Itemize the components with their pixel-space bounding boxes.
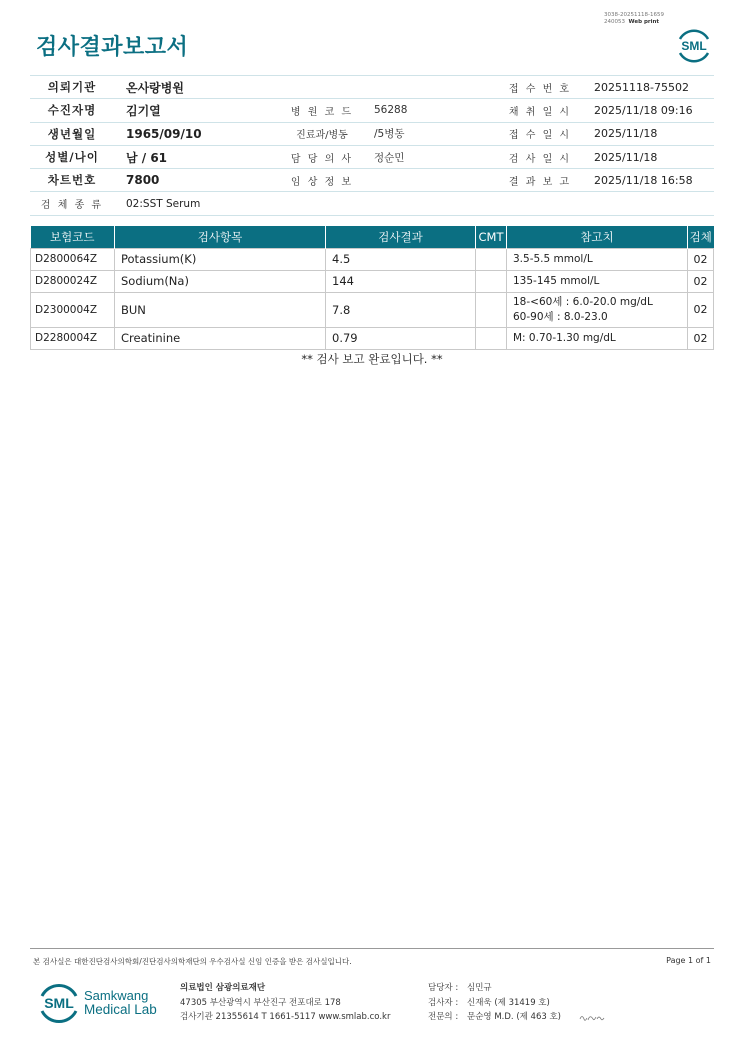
staff-info: [428, 981, 561, 1025]
row-specimen: 02: [688, 270, 714, 292]
sex-age-label: 성별/나이: [30, 145, 114, 168]
row-reference-line: M: 0.70-1.30 mg/dL: [513, 331, 616, 344]
row-reference-line: 3.5-5.5 mmol/L: [513, 252, 593, 265]
info-row: [30, 192, 714, 215]
row-reference-line: 135-145 mmol/L: [513, 274, 600, 287]
test-date-label: 검 사 일 시: [498, 145, 582, 168]
sml-footer-logo-text: SML: [44, 995, 74, 1011]
header-reference: 참고치: [507, 226, 688, 248]
hospital-code-label: 병 원 코 드: [280, 99, 364, 122]
receive-value: 2025/11/18: [582, 122, 714, 145]
table-row: [31, 270, 714, 292]
dob-value: 1965/09/10: [114, 122, 280, 145]
web-print-tag: Web print: [628, 19, 660, 25]
staff-value: 신재욱 (제 31419 호): [467, 997, 550, 1008]
brand-line1: Samkwang: [84, 988, 149, 1003]
row-result: 0.79: [326, 327, 476, 349]
row-item: Creatinine: [115, 327, 326, 349]
row-code: D2300004Z: [31, 292, 115, 327]
dept-value: /5병동: [364, 122, 498, 145]
info-row: [30, 76, 714, 99]
sml-logo-text: SML: [681, 39, 707, 53]
report-complete-notice: ** 검사 보고 완료입니다. **: [301, 352, 443, 366]
report-value: 2025/11/18 16:58: [582, 169, 714, 192]
org-name: 의료법인 삼광의료재단: [180, 983, 266, 993]
org-contact: 검사기관 21355614 T 1661-5117 www.smlab.co.kr: [180, 1012, 391, 1022]
row-specimen: 02: [688, 327, 714, 349]
staff-row: [428, 1010, 561, 1025]
receipt-no-value: 20251118-75502: [582, 76, 714, 99]
staff-row: [428, 996, 561, 1011]
row-cmt: [476, 327, 507, 349]
hospital-code-value: 56288: [364, 99, 498, 122]
specimen-label: 검 체 종 류: [30, 192, 114, 215]
staff-row: [428, 981, 561, 996]
header-result: 검사결과: [326, 226, 476, 248]
results-table: [30, 226, 714, 350]
info-row: [30, 169, 714, 192]
info-row: [30, 145, 714, 168]
row-result: 144: [326, 270, 476, 292]
row-result: 4.5: [326, 248, 476, 270]
signature-image: [578, 1011, 606, 1025]
receive-label: 접 수 일 시: [498, 122, 582, 145]
specimen-value: 02:SST Serum: [114, 192, 714, 215]
institution-value: 온사랑병원: [114, 76, 498, 99]
row-cmt: [476, 270, 507, 292]
row-reference: [507, 248, 688, 270]
header-specimen: 검체: [688, 226, 714, 248]
document-code: [604, 12, 664, 26]
row-code: D2280004Z: [31, 327, 115, 349]
staff-role: 담당자 :: [428, 983, 459, 993]
header-item: 검사항목: [115, 226, 326, 248]
staff-value: 문순영 M.D. (제 463 호): [467, 1012, 562, 1022]
row-cmt: [476, 248, 507, 270]
chart-label: 차트번호: [30, 169, 114, 192]
table-row: [31, 248, 714, 270]
document-code-number: 240053: [604, 19, 625, 25]
staff-role: 전문의 :: [428, 1012, 459, 1022]
collect-label: 채 취 일 시: [498, 99, 582, 122]
clinical-value: [364, 169, 498, 192]
table-row: [31, 327, 714, 349]
staff-value: 심민규: [467, 983, 492, 993]
organization-info: [180, 981, 390, 1025]
header-cmt: CMT: [476, 226, 507, 248]
collect-value: 2025/11/18 09:16: [582, 99, 714, 122]
name-value: 김기열: [114, 99, 280, 122]
dob-label: 생년월일: [30, 122, 114, 145]
sml-footer-logo-icon: [36, 980, 82, 1026]
certification-text: 본 검사실은 대한진단검사의학회/진단검사의학재단의 우수검사실 신임 인증을 받은 검사실입니다.: [33, 957, 352, 966]
row-reference: [507, 327, 688, 349]
institution-label: 의뢰기관: [30, 76, 114, 99]
doctor-label: 담 당 의 사: [280, 145, 364, 168]
chart-value: 7800: [114, 169, 280, 192]
dept-label: 진료과/병동: [280, 122, 364, 145]
table-row: [31, 292, 714, 327]
receipt-no-label: 접 수 번 호: [498, 76, 582, 99]
header-code: 보험코드: [31, 226, 115, 248]
document-code-line2: [604, 19, 664, 26]
doctor-value: 정순민: [364, 145, 498, 168]
row-code: D2800064Z: [31, 248, 115, 270]
footer-divider: [30, 948, 714, 949]
row-specimen: 02: [688, 292, 714, 327]
row-item: BUN: [115, 292, 326, 327]
row-reference: [507, 270, 688, 292]
row-code: D2800024Z: [31, 270, 115, 292]
info-row: [30, 99, 714, 122]
sex-age-value: 남 / 61: [114, 145, 280, 168]
test-date-value: 2025/11/18: [582, 145, 714, 168]
row-item: Potassium(K): [115, 248, 326, 270]
page-number: Page 1 of 1: [666, 956, 711, 965]
row-reference-line: 60-90세 : 8.0-23.0: [513, 310, 608, 323]
row-specimen: 02: [688, 248, 714, 270]
row-item: Sodium(Na): [115, 270, 326, 292]
patient-info-table: [30, 75, 714, 216]
row-reference-line: 18-<60세 : 6.0-20.0 mg/dL: [513, 295, 653, 308]
name-label: 수진자명: [30, 99, 114, 122]
report-label: 결 과 보 고: [498, 169, 582, 192]
document-code-line1: 3038-20251118-1659: [604, 12, 664, 18]
row-cmt: [476, 292, 507, 327]
row-result: 7.8: [326, 292, 476, 327]
brand-line2: Medical Lab: [84, 1002, 157, 1017]
org-address: 47305 부산광역시 부산진구 전포대로 178: [180, 997, 341, 1008]
clinical-label: 임 상 정 보: [280, 169, 364, 192]
report-title: 검사결과보고서: [36, 35, 189, 60]
info-row: [30, 122, 714, 145]
row-reference: [507, 292, 688, 327]
staff-role: 검사자 :: [428, 997, 459, 1008]
brand-name: [84, 989, 157, 1017]
sml-logo-icon: [674, 25, 714, 65]
results-header-row: [31, 226, 714, 248]
